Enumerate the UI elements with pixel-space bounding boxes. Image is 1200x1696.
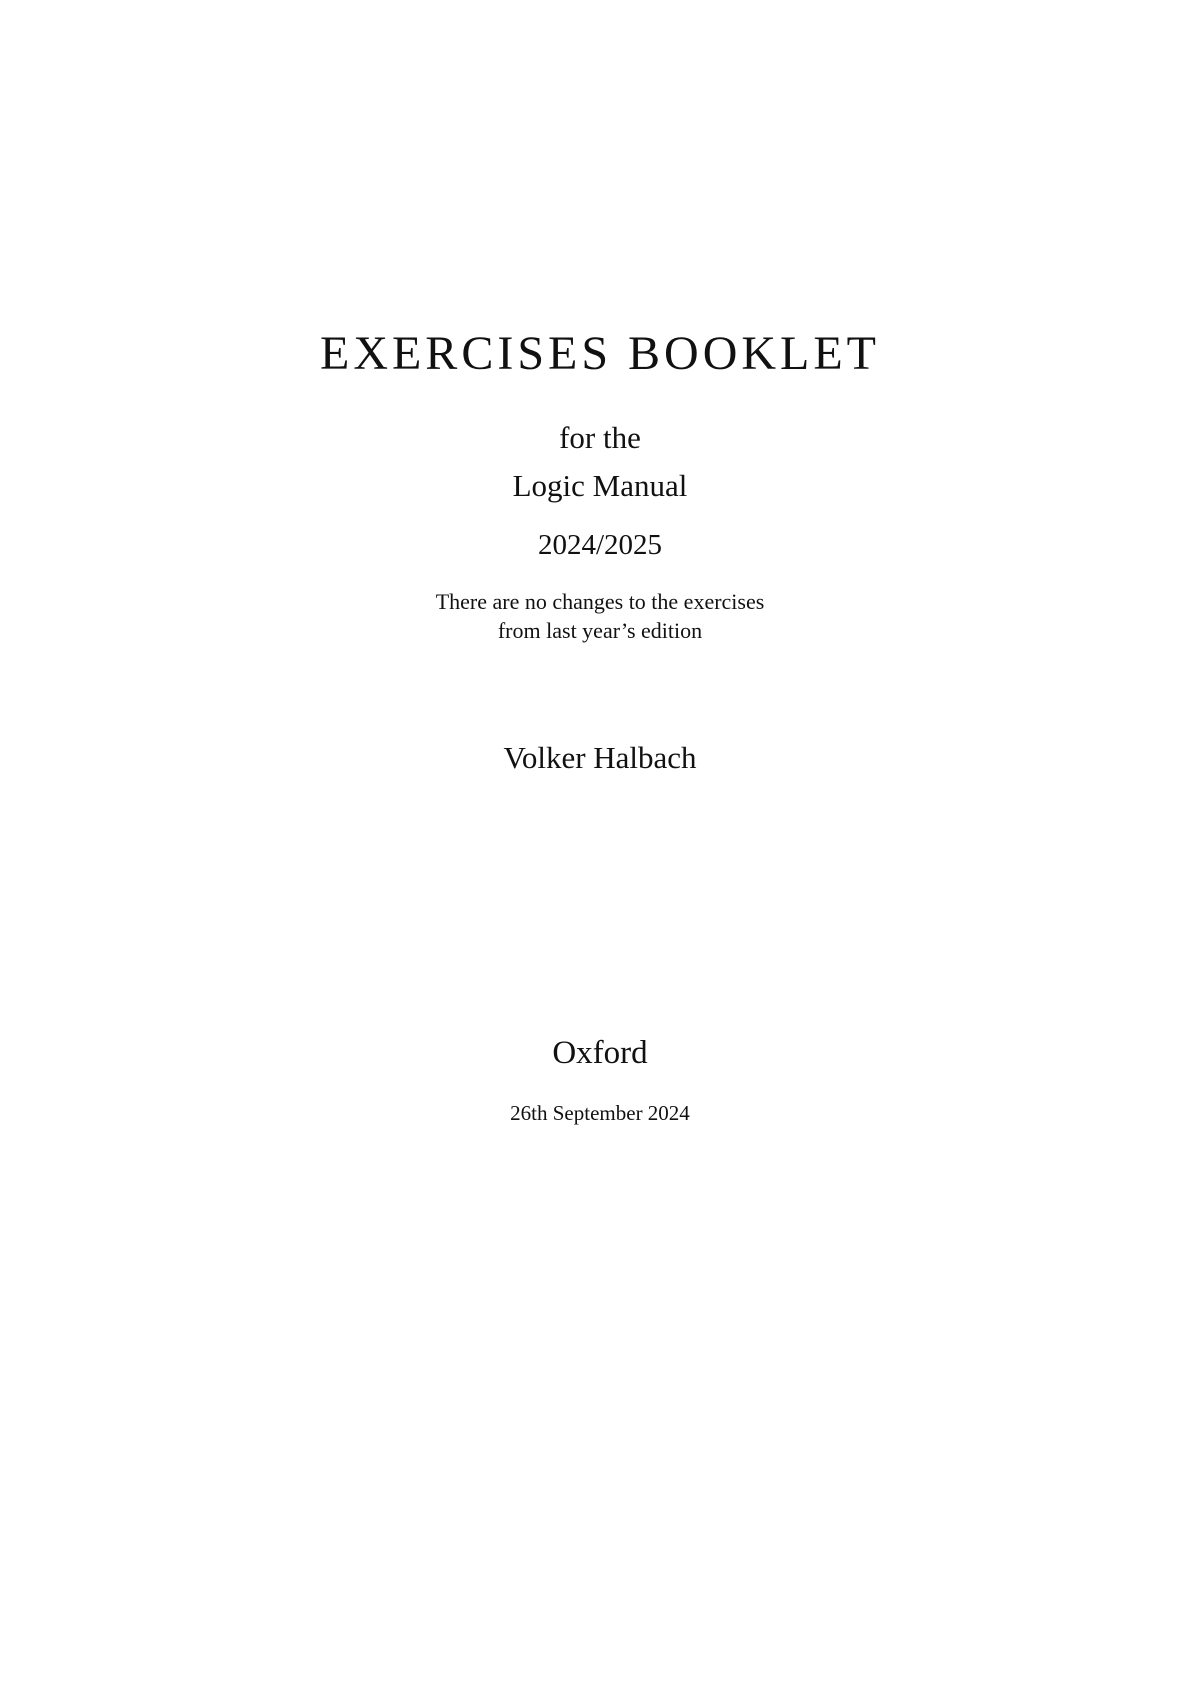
booklet-title: EXERCISES BOOKLET <box>320 327 880 380</box>
subtitle-for-the: for the <box>559 420 641 455</box>
edition-note-line-2: from last year’s edition <box>497 618 703 643</box>
publication-date: 26th September 2024 <box>510 1101 690 1125</box>
academic-year: 2024/2025 <box>537 529 663 561</box>
author-name: Volker Halbach <box>503 740 697 775</box>
subtitle-logic-manual: Logic Manual <box>512 468 688 503</box>
publication-place: Oxford <box>552 1035 648 1071</box>
edition-note-line-1: There are no changes to the exercises <box>435 589 765 614</box>
